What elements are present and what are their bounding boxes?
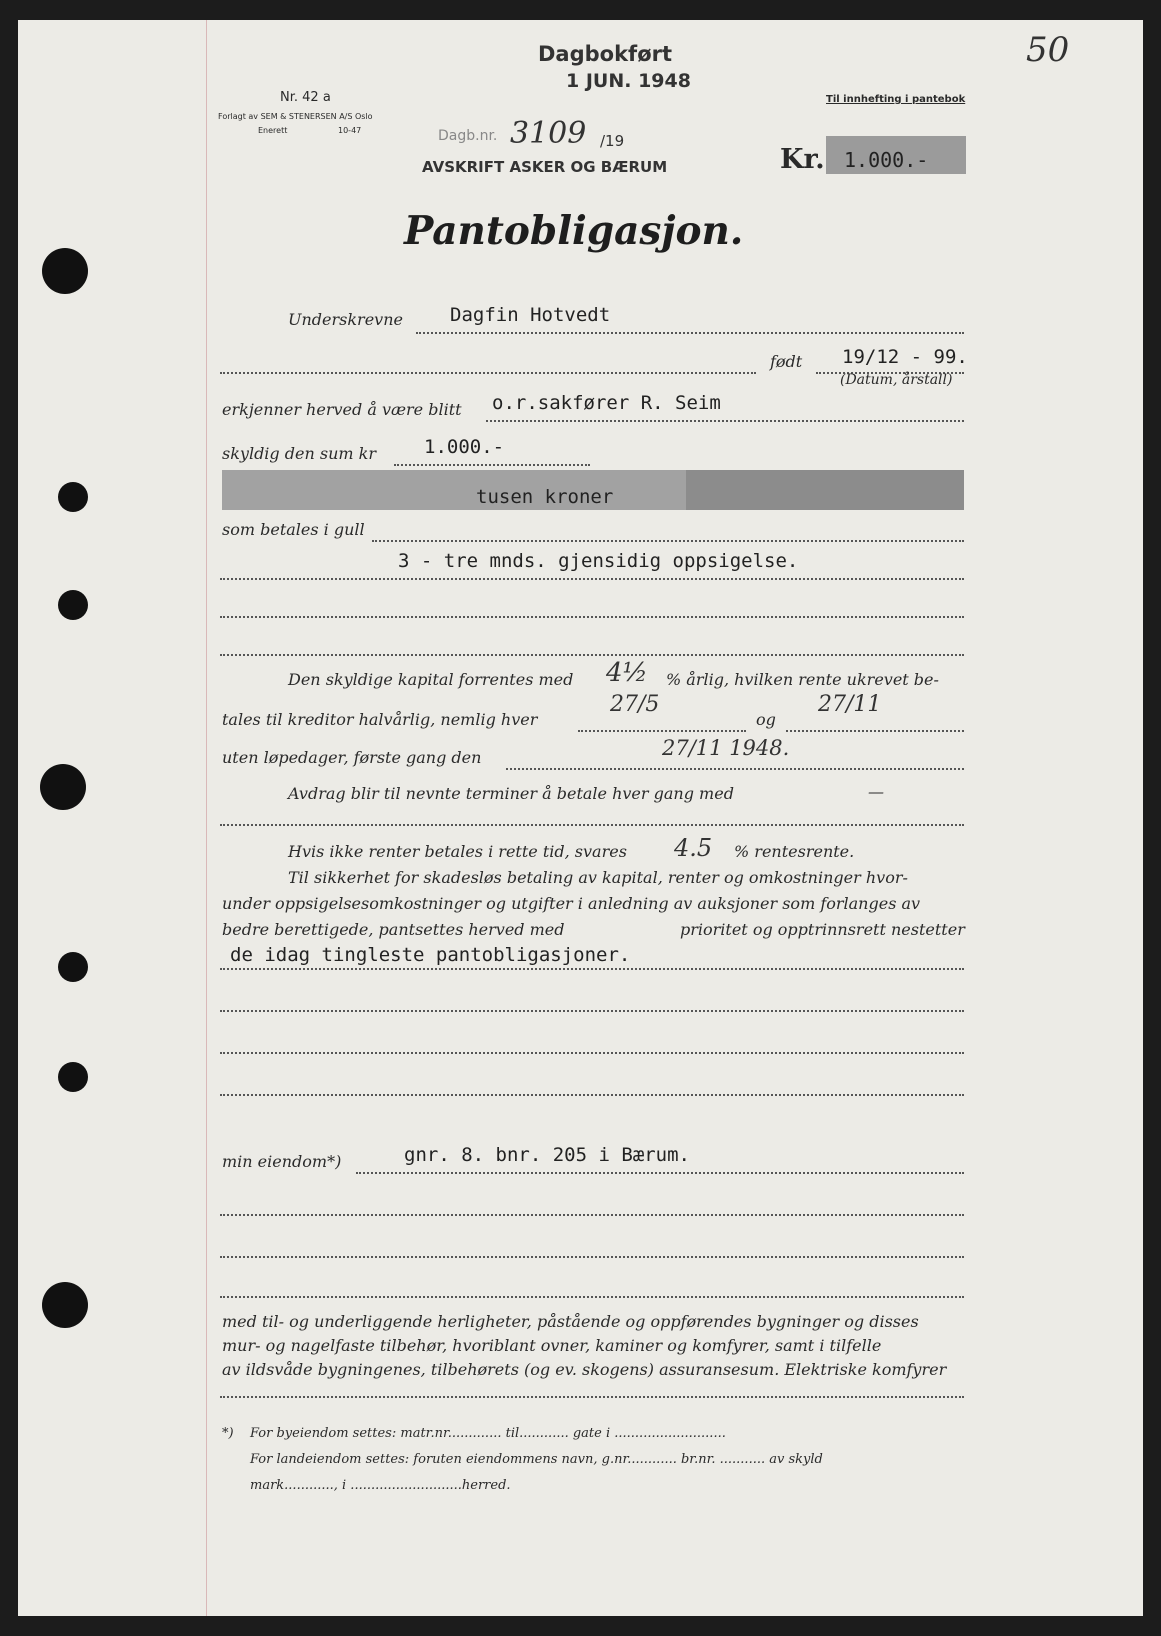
footnote-line1: For byeiendom settes: matr.nr............. til............ gate i ........................... — [250, 1426, 726, 1441]
punch-hole — [58, 952, 88, 982]
first-payment-label: uten løpedager, første gang den — [222, 748, 482, 767]
blank-line — [220, 1010, 964, 1012]
priority-line — [220, 968, 964, 970]
notice-line — [220, 578, 964, 580]
punch-hole — [58, 590, 88, 620]
security-line3b: prioritet og opptrinnsrett nestetter — [680, 920, 965, 939]
blank-line — [220, 1214, 964, 1216]
publisher: Forlagt av SEM & STENERSEN A/S Oslo — [218, 112, 373, 121]
born-hint: (Datum, årstall) — [840, 372, 953, 388]
sum-line — [394, 464, 590, 466]
footnote-line3: mark............, i ...........................herred. — [250, 1478, 511, 1493]
punch-hole — [42, 1282, 88, 1328]
footnote-marker: *) — [222, 1426, 234, 1441]
blank-line — [220, 1052, 964, 1054]
installment-label: Avdrag blir til nevnte terminer å betale hver gang med — [288, 784, 734, 803]
footnote-line2: For landeiendom settes: foruten eiendommens navn, g.nr............ br.nr. ........... av skyld — [250, 1452, 823, 1467]
priority-value: de idag tingleste pantobligasjoner. — [230, 944, 631, 966]
form-code: 10-47 — [338, 126, 362, 135]
form-number: Nr. 42 a — [280, 90, 331, 105]
punch-hole — [42, 248, 88, 294]
dagbok-prefix: Dagb.nr. — [438, 128, 498, 144]
margin-rule — [206, 20, 207, 1616]
rights: Enerett — [258, 126, 288, 135]
punch-hole — [40, 764, 86, 810]
date1: 27/5 — [610, 692, 660, 717]
first-payment-line — [506, 768, 964, 770]
og-label: og — [756, 710, 776, 729]
appurtenance-line3: av ildsvåde bygningenes, tilbehørets (og ev. skogens) assuransesum. Elektriske komfyrer — [222, 1360, 947, 1379]
gold-line — [372, 540, 964, 542]
received-stamp-line2: 1 JUN. 1948 — [566, 70, 691, 92]
creditor-label: erkjenner herved å være blitt — [222, 400, 462, 419]
undersigned-label: Underskrevne — [288, 310, 403, 329]
blank-line — [220, 824, 964, 826]
penalty-value: 4.5 — [674, 834, 713, 862]
interest-value: 4½ — [606, 658, 648, 688]
gold-label: som betales i gull — [222, 520, 365, 539]
document-title: Pantobligasjon. — [404, 208, 744, 254]
undersigned-value: Dagfin Hotvedt — [450, 304, 611, 326]
property-value: gnr. 8. bnr. 205 i Bærum. — [404, 1144, 690, 1166]
interest-label: Den skyldige kapital forrentes med — [288, 670, 574, 689]
blank-line — [220, 372, 756, 374]
sum-words: tusen kroner — [476, 486, 614, 508]
document-page — [18, 20, 1143, 1616]
date1-line — [578, 730, 746, 732]
date2: 27/11 — [818, 692, 882, 717]
blank-line — [220, 1396, 964, 1398]
creditor-value: o.r.sakfører R. Seim — [492, 392, 721, 414]
security-line3a: bedre berettigede, pantsettes herved med — [222, 920, 565, 939]
halfyear-label: tales til kreditor halvårlig, nemlig hver — [222, 710, 538, 729]
kr-label: Kr. — [780, 144, 825, 175]
sum-label: skyldig den sum kr — [222, 444, 376, 463]
blank-line — [220, 654, 964, 656]
sum-value: 1.000.- — [424, 436, 505, 458]
blank-line — [220, 1094, 964, 1096]
penalty-suffix: % rentesrente. — [734, 842, 855, 861]
property-label: min eiendom*) — [222, 1152, 342, 1171]
sum-words-band-dark — [686, 470, 964, 510]
copy-stamp: AVSKRIFT ASKER OG BÆRUM — [422, 158, 668, 176]
born-value: 19/12 - 99. — [842, 346, 968, 368]
year-suffix: /19 — [600, 132, 625, 150]
born-label: født — [770, 352, 803, 371]
creditor-line — [486, 420, 964, 422]
security-line2: under oppsigelsesomkostninger og utgifter i anledning av auksjoner som forlanges av — [222, 894, 921, 913]
property-line — [356, 1172, 964, 1174]
punch-hole — [58, 1062, 88, 1092]
notice-value: 3 - tre mnds. gjensidig oppsigelse. — [398, 550, 799, 572]
page-number: 50 — [1026, 30, 1070, 70]
penalty-label: Hvis ikke renter betales i rette tid, svares — [288, 842, 627, 861]
top-note: Til innhefting i pantebok — [826, 94, 966, 105]
punch-hole — [58, 482, 88, 512]
date2-line — [786, 730, 964, 732]
dagbok-number: 3109 — [510, 116, 587, 151]
undersigned-line — [416, 332, 964, 334]
security-line1: Til sikkerhet for skadesløs betaling av kapital, renter og omkostninger hvor- — [288, 868, 908, 887]
installment-value: — — [868, 782, 884, 801]
appurtenance-line2: mur- og nagelfaste tilbehør, hvoriblant ovner, kaminer og komfyrer, samt i tilfelle — [222, 1336, 882, 1355]
appurtenance-line1: med til- og underliggende herligheter, påstående og oppførendes bygninger og disses — [222, 1312, 919, 1331]
first-payment-value: 27/11 1948. — [662, 736, 790, 760]
kr-amount: 1.000.- — [844, 148, 929, 172]
blank-line — [220, 616, 964, 618]
blank-line — [220, 1256, 964, 1258]
interest-suffix: % årlig, hvilken rente ukrevet be- — [666, 670, 939, 689]
blank-line — [220, 1296, 964, 1298]
received-stamp-line1: Dagbokført — [538, 42, 673, 66]
